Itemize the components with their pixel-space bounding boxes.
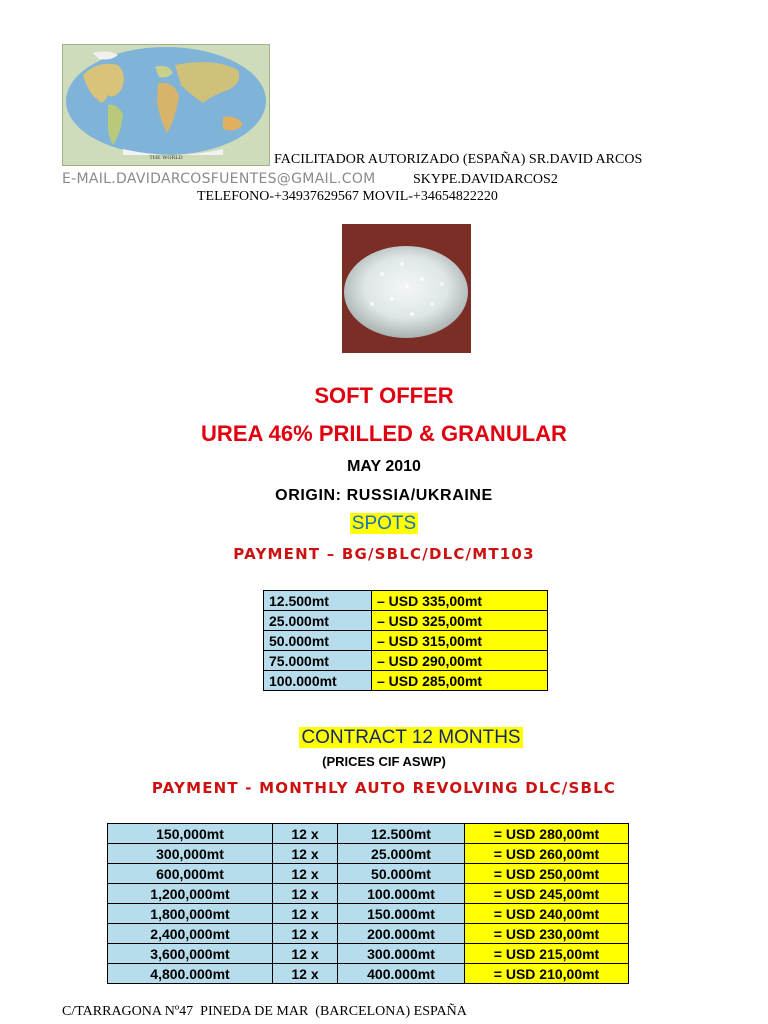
contract-price-table [107,823,629,984]
contract-price-cell: = USD 260,00mt [465,844,629,864]
contract-total-cell: 4,800.000mt [108,964,273,984]
table-row [108,844,629,864]
table-row [264,631,548,651]
contract-total-cell: 600,000mt [108,864,273,884]
table-row [108,824,629,844]
contract-multiplier-cell: 12 x [273,944,338,964]
table-row [108,924,629,944]
prices-note: (PRICES CIF ASWP) [322,754,446,769]
facilitator-text: FACILITADOR AUTORIZADO (ESPAÑA) SR.DAVID ARCOS [274,152,643,167]
table-row [108,904,629,924]
spot-quantity-cell: 25.000mt [264,611,372,631]
spot-quantity-cell: 100.000mt [264,671,372,691]
contract-total-cell: 150,000mt [108,824,273,844]
contract-price-cell: = USD 230,00mt [465,924,629,944]
origin-text: ORIGIN: RUSSIA/UKRAINE [275,487,493,504]
table-row [108,964,629,984]
table-row [108,864,629,884]
table-row [264,591,548,611]
contract-monthly-cell: 100.000mt [338,884,465,904]
contract-price-cell: = USD 215,00mt [465,944,629,964]
contract-monthly-cell: 200.000mt [338,924,465,944]
spot-price-cell: – USD 325,00mt [372,611,548,631]
spot-quantity-cell: 50.000mt [264,631,372,651]
contract-monthly-cell: 400.000mt [338,964,465,984]
contract-multiplier-cell: 12 x [273,884,338,904]
world-map-image [62,44,270,166]
footer-address: C/TARRAGONA Nº47 PINEDA DE MAR (BARCELONA) ESPAÑA [62,1004,467,1019]
table-row [108,944,629,964]
skype-text: SKYPE.DAVIDARCOS2 [413,172,558,187]
contract-title: CONTRACT 12 MONTHS [301,727,521,748]
contract-multiplier-cell: 12 x [273,824,338,844]
contract-monthly-cell: 150.000mt [338,904,465,924]
contract-price-cell: = USD 245,00mt [465,884,629,904]
contract-multiplier-cell: 12 x [273,904,338,924]
spots-payment-terms: PAYMENT – BG/SBLC/DLC/MT103 [233,545,535,563]
contract-price-cell: = USD 280,00mt [465,824,629,844]
contract-total-cell: 1,200,000mt [108,884,273,904]
spot-price-cell: – USD 285,00mt [372,671,548,691]
product-title: UREA 46% PRILLED & GRANULAR [201,421,567,446]
soft-offer-title: SOFT OFFER [314,383,454,408]
contract-monthly-cell: 300.000mt [338,944,465,964]
spot-quantity-cell: 12.500mt [264,591,372,611]
contract-payment-terms: PAYMENT - MONTHLY AUTO REVOLVING DLC/SBLC [151,779,617,797]
spot-price-cell: – USD 290,00mt [372,651,548,671]
contract-price-cell: = USD 240,00mt [465,904,629,924]
spot-quantity-cell: 75.000mt [264,651,372,671]
spots-price-table [263,590,548,691]
contract-price-cell: = USD 210,00mt [465,964,629,984]
contract-total-cell: 2,400,000mt [108,924,273,944]
contract-multiplier-cell: 12 x [273,844,338,864]
svg-text:THE WORLD: THE WORLD [149,155,183,161]
contract-price-cell: = USD 250,00mt [465,864,629,884]
table-row [108,884,629,904]
contract-multiplier-cell: 12 x [273,964,338,984]
spot-price-cell: – USD 315,00mt [372,631,548,651]
contract-total-cell: 3,600,000mt [108,944,273,964]
table-row [264,611,548,631]
urea-granules-photo [342,224,471,353]
contract-monthly-cell: 12.500mt [338,824,465,844]
email-text: E-MAIL.DAVIDARCOSFUENTES@GMAIL.COM [62,171,376,187]
contract-total-cell: 300,000mt [108,844,273,864]
spot-price-cell: – USD 335,00mt [372,591,548,611]
contract-multiplier-cell: 12 x [273,924,338,944]
contract-monthly-cell: 25.000mt [338,844,465,864]
spots-label: SPOTS [351,513,417,534]
contract-multiplier-cell: 12 x [273,864,338,884]
offer-date: MAY 2010 [347,458,421,475]
contract-monthly-cell: 50.000mt [338,864,465,884]
phone-text: TELEFONO-+34937629567 MOVIL-+34654822220 [197,189,498,204]
table-row [264,671,548,691]
table-row [264,651,548,671]
contract-total-cell: 1,800,000mt [108,904,273,924]
